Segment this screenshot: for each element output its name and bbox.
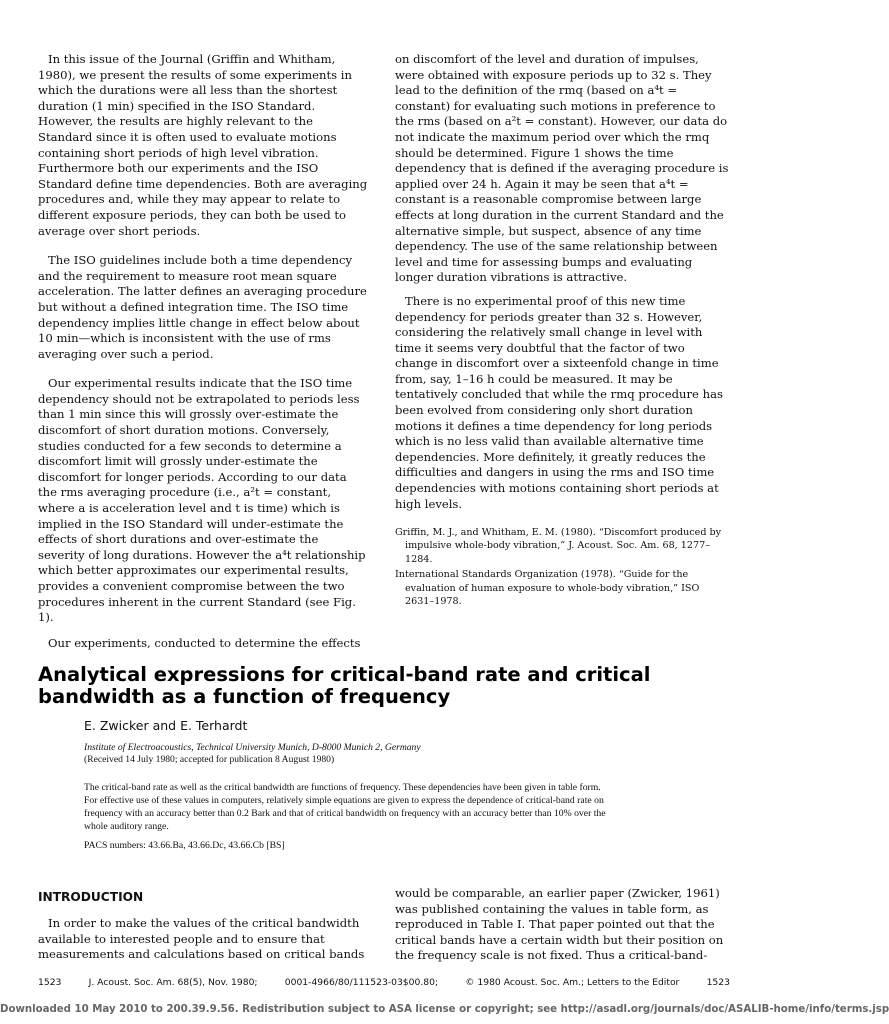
- journal-citation: J. Acoust. Soc. Am. 68(5), Nov. 1980;: [88, 977, 258, 988]
- intro-paragraph-continued: would be comparable, an earlier paper (Zwicker, 1961) was published containing the values in table form, as reproduced in Table I. That paper pointed out that the critical bands have a certain width but their position on the frequency scale is not fixed. Thus a critical-band-: [395, 886, 724, 963]
- reference: Griffin, M. J., and Whitham, E. M. (1980). “Discomfort produced by impulsive whole-body vibration,” J. Acoust. Soc. Am. 68, 1277–1284.: [395, 527, 722, 565]
- paragraph: Our experiments, conducted to determine the effects: [48, 635, 361, 650]
- paragraph: Our experimental results indicate that the ISO time dependency should not be extrapolated to periods less than 1 min since this will grossly over-estimate the discomfort of short duration motions. Conversely, studies conducted for a few seconds to determine a discomfort limit will grossly under-estimate the discomfort for longer periods. According to our data the rms averaging procedure (i.e., a²t = constant, where a is acceleration level and t is time) which is implied in the ISO Standard will under-estimate the effects of short durations and over-estimate the severity of long durations. However the a⁴t relationship which better approximates our experimental results, provides a convenient compromise between the two procedures inherent in the current Standard (see Fig. 1).: [38, 376, 366, 625]
- copyright: © 1980 Acoust. Soc. Am.; Letters to the Editor: [465, 977, 680, 988]
- right-column: [395, 52, 730, 512]
- affiliation-block: [84, 742, 684, 766]
- intro-paragraph: In order to make the values of the critical bandwidth available to interested people and to ensure that measurements and calculations based on critical bands: [38, 916, 365, 962]
- page-number: 1523: [38, 977, 62, 988]
- paragraph: The ISO guidelines include both a time dependency and the requirement to measure root mean square acceleration. The latter defines an averaging procedure but without a defined integration time. The ISO time dependency implies little change in effect below about 10 min—which is inconsistent with the use of rms averaging over such a period.: [38, 253, 367, 361]
- affiliation: Institute of Electroacoustics, Technical University Munich, D-8000 Munich 2, Germany: [84, 742, 421, 753]
- pacs-numbers: PACS numbers: 43.66.Ba, 43.66.Dc, 43.66.Cb [BS]: [84, 840, 285, 851]
- page-number: 1523: [706, 977, 730, 988]
- article-title: Analytical expressions for critical-band rate and critical bandwidth as a function of frequency: [38, 663, 651, 708]
- abstract: The critical-band rate as well as the critical bandwidth are functions of frequency. These dependencies have been given in table form. For effective use of these values in computers, relatively simple equations are given to express the dependence of critical-band rate on frequency with an accuracy better than 0.2 Bark and that of critical bandwidth on frequency with an accuracy better than 10% over the whole auditory range.: [84, 782, 606, 832]
- received-dates: (Received 14 July 1980; accepted for publication 8 August 1980): [84, 754, 335, 765]
- reference: International Standards Organization (1978). “Guide for the evaluation of human exposure to whole-body vibration,” ISO 2631–1978.: [395, 569, 700, 608]
- paragraph: There is no experimental proof of this new time dependency for periods greater than 32 s. However, considering the relatively small change in level with time it seems very doubtful that the factor of two change in discomfort over a sixteenfold change in time from, say, 1–16 h could be measured. It may be tentatively concluded that while the rmq procedure has been evolved from considering only short duration motions it defines a time dependency for long periods which is no less valid than available alternative time dependencies. More definitely, it greatly reduces the difficulties and dangers in using the rms and ISO time dependencies with motions containing short periods at high levels.: [395, 293, 723, 511]
- references: [395, 526, 730, 610]
- section-heading: INTRODUCTION: [38, 890, 144, 904]
- download-notice: Downloaded 10 May 2010 to 200.39.9.56. Redistribution subject to ASA license or copyright; see http://asadl.org/journals/doc/ASALIB-home/info/terms.jsp: [0, 1004, 889, 1015]
- paragraph: In this issue of the Journal (Griffin and Whitham, 1980), we present the results of some experiments in which the durations were all less than the shortest duration (1 min) specified in the ISO Standard. However, the results are highly relevant to the Standard since it is often used to evaluate motions containing short periods of high level vibration. Furthermore both our experiments and the ISO Standard define time dependencies. Both are averaging procedures and, while they may appear to relate to different exposure periods, they can both be used to average over short periods.: [38, 52, 368, 238]
- authors: E. Zwicker and E. Terhardt: [84, 718, 248, 733]
- page-footer: [38, 977, 730, 988]
- paragraph: on discomfort of the level and duration of impulses, were obtained with exposure periods up to 32 s. They lead to the definition of the rmq (based on a⁴t = constant) for evaluating such motions in preference to the rms (based on a²t = constant). However, our data do not indicate the maximum period over which the rmq should be determined. Figure 1 shows the time dependency that is defined if the averaging procedure is applied over 24 h. Again it may be seen that a⁴t = constant is a reasonable compromise between large effects at long duration in the current Standard and the alternative simple, but suspect, absence of any time dependency. The use of the same relationship between level and time for assessing bumps and evaluating longer duration vibrations is attractive.: [395, 52, 729, 285]
- article-code: 0001-4966/80/111523-03$00.80;: [284, 977, 439, 988]
- left-column: [38, 52, 368, 651]
